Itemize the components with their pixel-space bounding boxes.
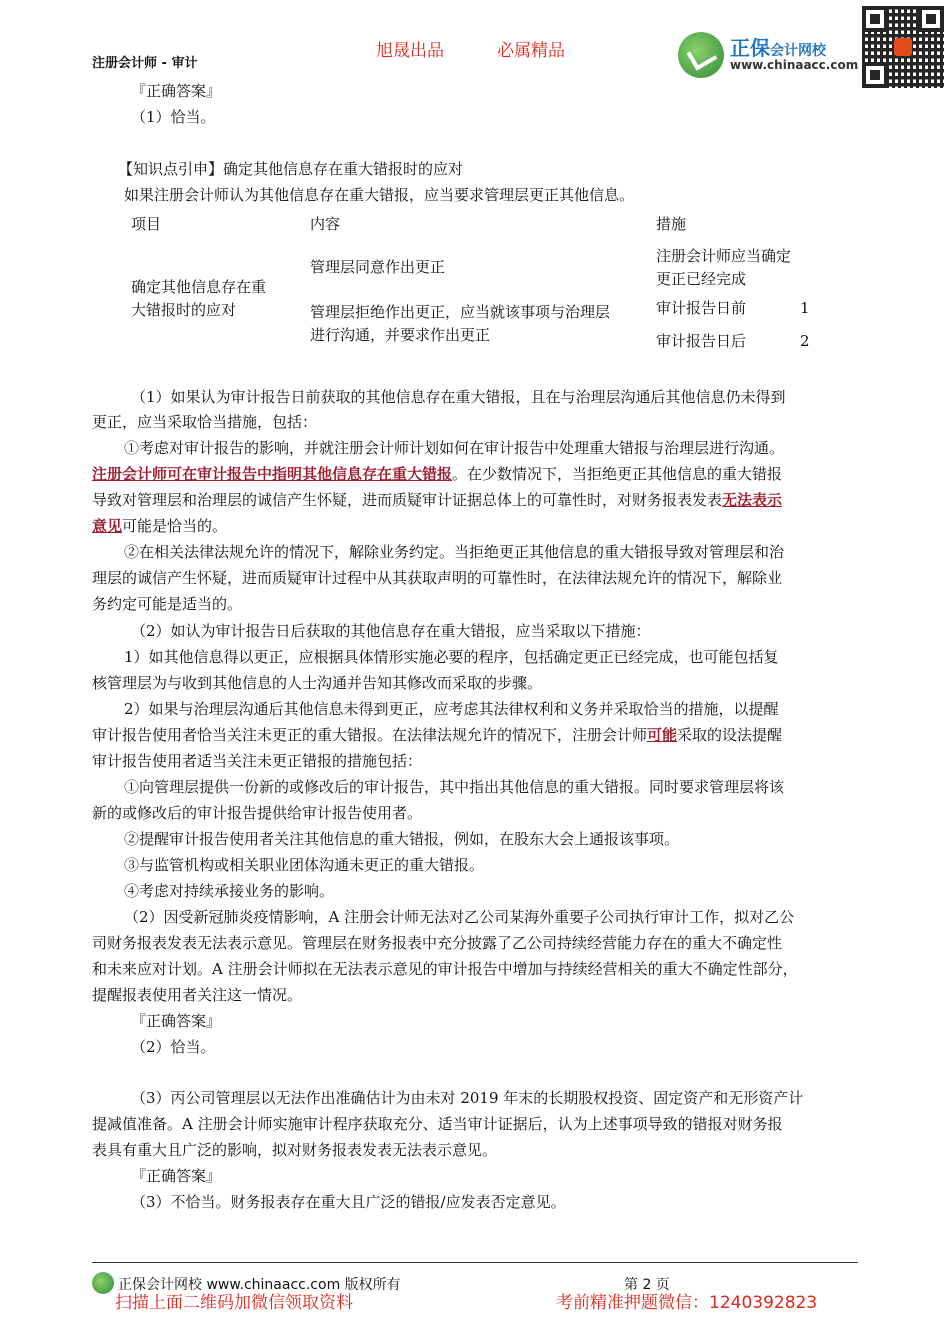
table-row2-measure-a-num: 1 xyxy=(800,299,810,317)
promo-left: 扫描上面二维码加微信领取资料 xyxy=(115,1293,353,1313)
logo-name-suffix: 会计网校 xyxy=(770,43,826,59)
body-line: ④考虑对持续承接业务的影响。 xyxy=(124,882,335,900)
emphasis-text: 意见 xyxy=(92,517,123,535)
footer-copyright: 正保会计网校 www.chinaacc.com 版权所有 xyxy=(118,1277,401,1293)
course-title: 注册会计师 - 审计 xyxy=(92,56,198,71)
slogan-left: 旭晟出品 xyxy=(376,41,444,61)
emphasis-text: 注册会计师可在审计报告中指明其他信息存在重大错报 xyxy=(92,465,453,483)
body-line: 审计报告使用者适当关注未更正错报的措施包括： xyxy=(92,752,423,770)
table-row2-content-line1: 管理层拒绝作出更正，应当就该事项与治理层 xyxy=(310,303,611,321)
body-line: （2）因受新冠肺炎疫情影响，A 注册会计师无法对乙公司某海外重要子公司执行审计工作，拟对乙公 xyxy=(124,908,795,926)
brand-logo xyxy=(678,30,858,80)
body-line: ②在相关法律法规允许的情况下，解除业务约定。当拒绝更正其他信息的重大错报导致对管理层和治 xyxy=(124,543,785,561)
body-line: 2）如果与治理层沟通后其他信息未得到更正，应考虑其法律权利和义务并采取恰当的措施，以提醒 xyxy=(124,700,779,718)
table-header-item: 项目 xyxy=(131,215,162,233)
emphasis-text: 可能 xyxy=(647,726,678,744)
answer-label: 『正确答案』 xyxy=(131,1167,222,1185)
table-row2-content-line2: 进行沟通，并要求作出更正 xyxy=(310,326,491,344)
table-row1-measure-line2: 更正已经完成 xyxy=(656,270,747,288)
body-line: 和未来应对计划。A 注册会计师拟在无法表示意见的审计报告中增加与持续经营相关的重大不确定性部分， xyxy=(92,960,798,978)
body-line: 新的或修改后的审计报告提供给审计报告使用者。 xyxy=(92,804,423,822)
table-row1-measure-line1: 注册会计师应当确定 xyxy=(656,247,792,265)
body-line: 提减值准备。A 注册会计师实施审计程序获取充分、适当审计证据后，认为上述事项导致的错报对财务报 xyxy=(92,1115,783,1133)
body-line: 提醒报表使用者关注这一情况。 xyxy=(92,986,303,1004)
qr-center-seal xyxy=(894,38,912,56)
body-line: 理层的诚信产生怀疑，进而质疑审计过程中从其获取声明的可靠性时，在法律法规允许的情况下，解除业 xyxy=(92,569,783,587)
answer-label: 『正确答案』 xyxy=(131,1012,222,1030)
logo-icon xyxy=(678,32,724,78)
emphasis-text: 无法表示 xyxy=(722,491,783,509)
table-row2-measure-a: 审计报告日前 xyxy=(656,299,747,317)
table-item-line1: 确定其他信息存在重 xyxy=(131,278,267,296)
table-row2-measure-b: 审计报告日后 xyxy=(656,332,747,350)
table-row1-content: 管理层同意作出更正 xyxy=(310,258,446,276)
body-line: 务约定可能是适当的。 xyxy=(92,595,243,613)
body-line: 导致对管理层和治理层的诚信产生怀疑，进而质疑审计证据总体上的可靠性时，对财务报表发表无法表示 xyxy=(92,491,783,509)
body-line: 核管理层为与收到其他信息的人士沟通并告知其修改而采取的步骤。 xyxy=(92,674,543,692)
table-item-line2: 大错报时的应对 xyxy=(131,301,237,319)
body-line: ①考虑对审计报告的影响，并就注册会计师计划如何在审计报告中处理重大错报与治理层进行沟通。 xyxy=(124,439,785,457)
body-line: （3）丙公司管理层以无法作出准确估计为由未对 2019 年末的长期股权投资、固定资产和无形资产计 xyxy=(131,1089,804,1107)
logo-url: www.chinaacc.com xyxy=(730,58,859,72)
knowledge-point-sentence: 如果注册会计师认为其他信息存在重大错报，应当要求管理层更正其他信息。 xyxy=(124,186,635,204)
body-line: 1）如其他信息得以更正，应根据具体情形实施必要的程序，包括确定更正已经完成，也可能包括复 xyxy=(124,648,779,666)
footer-logo-icon xyxy=(92,1272,114,1294)
promo-wechat-number: 1240392823 xyxy=(709,1293,818,1313)
body-line: 注册会计师可在审计报告中指明其他信息存在重大错报。在少数情况下，当拒绝更正其他信息的重大错报 xyxy=(92,465,783,483)
table-header-content: 内容 xyxy=(310,215,341,233)
body-line: （1）如果认为审计报告日前获取的其他信息存在重大错报，且在与治理层沟通后其他信息仍未得到 xyxy=(131,388,786,406)
answer-2: （2）恰当。 xyxy=(131,1038,216,1056)
table-header-measure: 措施 xyxy=(656,215,687,233)
body-line: 司财务报表发表无法表示意见。管理层在财务报表中充分披露了乙公司持续经营能力存在的重大不确定性 xyxy=(92,934,783,952)
answer-label: 『正确答案』 xyxy=(131,82,222,100)
body-line: 审计报告使用者恰当关注未更正的重大错报。在法律法规允许的情况下，注册会计师可能采取的设法提醒 xyxy=(92,726,783,744)
footer-rule xyxy=(92,1262,858,1263)
body-line: ①向管理层提供一份新的或修改后的审计报告，其中指出其他信息的重大错报。同时要求管理层将该 xyxy=(124,778,785,796)
body-line: ③与监管机构或相关职业团体沟通未更正的重大错报。 xyxy=(124,856,485,874)
answer-1: （1）恰当。 xyxy=(131,108,216,126)
body-line: 表具有重大且广泛的影响，拟对财务报表发表无法表示意见。 xyxy=(92,1141,498,1159)
body-line: 意见可能是恰当的。 xyxy=(92,517,228,535)
footer-page-number: 第 2 页 xyxy=(624,1277,670,1293)
promo-right: 考前精准押题微信：1240392823 xyxy=(556,1293,818,1313)
knowledge-point-title: 【知识点引申】确定其他信息存在重大错报时的应对 xyxy=(118,160,464,178)
table-row2-measure-b-num: 2 xyxy=(800,332,810,350)
slogan-right: 必属精品 xyxy=(497,41,565,61)
body-line: 更正，应当采取恰当措施，包括： xyxy=(92,413,318,431)
body-line: （2）如认为审计报告日后获取的其他信息存在重大错报，应当采取以下措施： xyxy=(131,622,651,640)
answer-3: （3）不恰当。财务报表存在重大且广泛的错报/应发表否定意见。 xyxy=(131,1193,566,1211)
logo-name: 正保 xyxy=(730,36,770,60)
body-line: ②提醒审计报告使用者关注其他信息的重大错报，例如，在股东大会上通报该事项。 xyxy=(124,830,680,848)
